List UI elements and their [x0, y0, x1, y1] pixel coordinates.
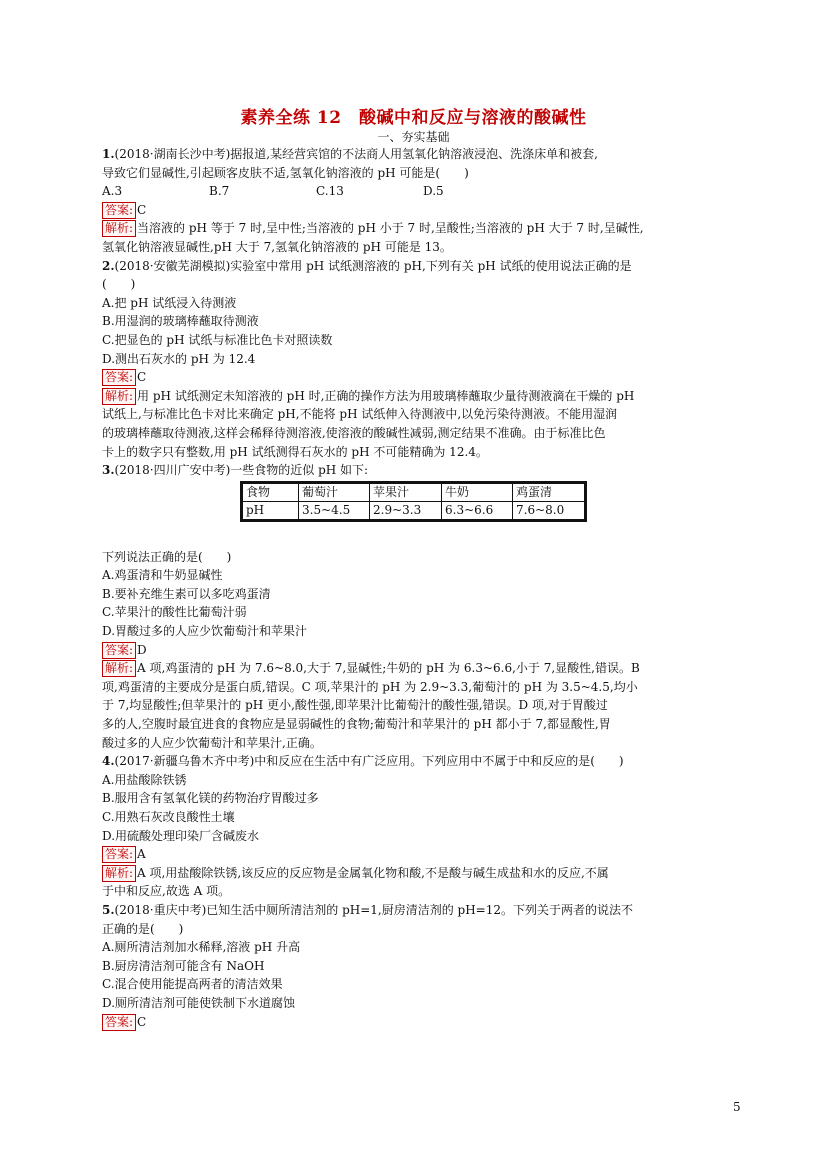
analysis-text: 用 pH 试纸测定未知溶液的 pH 时,正确的操作方法为用玻璃棒蘸取少量待测液滴在干燥的 pH: [137, 388, 635, 403]
option-c: C.把显色的 pH 试纸与标准比色卡对照读数: [102, 332, 333, 347]
option-d: D.厕所清洁剂可能使铁制下水道腐蚀: [102, 995, 296, 1010]
question-5: [102, 901, 732, 1031]
option-c: C.混合使用能提高两者的清洁效果: [102, 977, 283, 992]
table-cell: 牛奶: [442, 482, 513, 501]
analysis-label: 解析:: [102, 388, 136, 405]
answer-value: C: [137, 370, 147, 385]
analysis-label: 解析:: [102, 660, 136, 677]
option-d: D.用硫酸处理印染厂含碱废水: [102, 828, 260, 843]
option-c: C.13: [316, 184, 344, 199]
option-a: A.3: [102, 184, 123, 199]
food-ph-table-wrap: [240, 481, 732, 522]
question-stem: (2018·四川广安中考)一些食物的近似 pH 如下:: [114, 463, 369, 478]
answer-value: A: [137, 847, 146, 862]
option-c: C.苹果汁的酸性比葡萄汁弱: [102, 605, 247, 620]
analysis-text: 的玻璃棒蘸取待测液,这样会稀释待测溶液,使溶液的酸碱性减弱,测定结果不准确。由于标准比色: [102, 425, 606, 440]
question-3: [102, 461, 732, 752]
analysis-text: 于中和反应,故选 A 项。: [102, 884, 231, 899]
analysis-text: A 项,用盐酸除铁锈,该反应的反应物是金属氧化物和酸,不是酸与碱生成盐和水的反应,不属: [137, 865, 609, 880]
answer-label: 答案:: [102, 642, 136, 659]
question-4: [102, 752, 732, 901]
option-b: B.厨房清洁剂可能含有 NaOH: [102, 958, 265, 973]
option-b: B.7: [209, 184, 230, 199]
question-stem: ( ): [102, 277, 136, 292]
option-b: B.要补充维生素可以多吃鸡蛋清: [102, 586, 271, 601]
analysis-text: 试纸上,与标准比色卡对比来确定 pH,不能将 pH 试纸伸入待测液中,以免污染待测液。不能用湿润: [102, 407, 618, 422]
table-cell: 7.6~8.0: [513, 501, 586, 520]
option-a: A.用盐酸除铁锈: [102, 772, 187, 787]
section-heading: 一、夯实基础: [377, 130, 450, 144]
question-2: [102, 257, 732, 462]
answer-label: 答案:: [102, 1014, 136, 1031]
question-stem: (2018·安徽芜湖模拟)实验室中常用 pH 试纸测溶液的 pH,下列有关 pH 试纸的使用说法正确的是: [114, 258, 632, 273]
option-c: C.用熟石灰改良酸性土壤: [102, 810, 235, 824]
option-a: A.鸡蛋清和牛奶显碱性: [102, 568, 223, 583]
option-b: B.服用含有氢氧化镁的药物治疗胃酸过多: [102, 791, 319, 806]
question-stem: 导致它们显碱性,引起顾客皮肤不适,氢氧化钠溶液的 pH 可能是( ): [102, 165, 469, 180]
answer-value: C: [137, 1014, 147, 1029]
analysis-text: 卡上的数字只有整数,用 pH 试纸测得石灰水的 pH 不可能精确为 12.4。: [102, 444, 488, 459]
analysis-text: 当溶液的 pH 等于 7 时,呈中性;当溶液的 pH 小于 7 时,呈酸性;当溶液的 pH 大于 7 时,呈碱性,: [137, 221, 644, 236]
answer-label: 答案:: [102, 202, 136, 219]
table-cell: pH: [242, 501, 299, 520]
page-title: 素养全练 12 酸碱中和反应与溶液的酸碱性: [240, 108, 587, 128]
answer-label: 答案:: [102, 846, 136, 863]
table-cell: 食物: [242, 482, 299, 501]
analysis-text: 项,鸡蛋清的主要成分是蛋白质,错误。C 项,苹果汁的 pH 为 2.9~3.3,葡萄汁的 pH 为 3.5~4.5,均小: [102, 679, 638, 694]
table-cell: 葡萄汁: [299, 482, 370, 501]
table-cell: 3.5~4.5: [299, 501, 370, 520]
analysis-text: A 项,鸡蛋清的 pH 为 7.6~8.0,大于 7,显碱性;牛奶的 pH 为 6.3~6.6,小于 7,显酸性,错误。B: [137, 661, 640, 676]
table-cell: 6.3~6.6: [442, 501, 513, 520]
answer-label: 答案:: [102, 369, 136, 386]
question-number: 1.: [102, 147, 115, 161]
analysis-text: 酸过多的人应少饮葡萄汁和苹果汁,正确。: [102, 735, 322, 750]
answer-value: D: [137, 642, 147, 657]
option-a: A.厕所清洁剂加水稀释,溶液 pH 升高: [102, 940, 301, 955]
question-stem: (2017·新疆乌鲁木齐中考)中和反应在生活中有广泛应用。下列应用中不属于中和反应的是( ): [114, 754, 624, 769]
option-b: B.用湿润的玻璃棒蘸取待测液: [102, 314, 259, 329]
analysis-label: 解析:: [102, 865, 136, 882]
table-cell: 苹果汁: [370, 482, 442, 501]
question-list: [102, 145, 732, 1031]
analysis-text: 于 7,均显酸性;但苹果汁的 pH 更小,酸性强,即苹果汁比葡萄汁的酸性强,错误。D 项,对于胃酸过: [102, 698, 608, 713]
table-cell: 2.9~3.3: [370, 501, 442, 520]
question-stem: (2018·湖南长沙中考)据报道,某经营宾馆的不法商人用氢氧化钠溶液浸泡、洗涤床单和被套,: [114, 147, 598, 161]
options: [102, 182, 732, 201]
question-stem: 正确的是( ): [102, 921, 184, 936]
analysis-label: 解析:: [102, 220, 136, 237]
question-number: 3.: [102, 463, 115, 478]
question-1: [102, 145, 732, 257]
question-number: 5.: [102, 902, 115, 917]
option-a: A.把 pH 试纸浸入待测液: [102, 295, 237, 310]
page-number: 5: [733, 1100, 741, 1114]
analysis-text: 氢氧化钠溶液显碱性,pH 大于 7,氢氧化钠溶液的 pH 可能是 13。: [102, 239, 452, 254]
answer-value: C: [137, 202, 147, 217]
option-d: D.测出石灰水的 pH 为 12.4: [102, 351, 256, 366]
question-stem: (2018·重庆中考)已知生活中厕所清洁剂的 pH=1,厨房清洁剂的 pH=12。下列关于两者的说法不: [114, 902, 634, 917]
analysis-text: 多的人,空腹时最宜进食的食物应是显弱碱性的食物;葡萄汁和苹果汁的 pH 都小于 7,都显酸性,胃: [102, 717, 611, 732]
question-stem: 下列说法正确的是( ): [102, 549, 232, 564]
question-number: 4.: [102, 754, 115, 769]
table-cell: 鸡蛋清: [513, 482, 586, 501]
table-header-row: [242, 482, 586, 501]
option-d: D.5: [423, 184, 444, 199]
question-number: 2.: [102, 258, 115, 273]
table-row: [242, 501, 586, 520]
option-d: D.胃酸过多的人应少饮葡萄汁和苹果汁: [102, 624, 308, 639]
food-ph-table: [240, 481, 587, 522]
